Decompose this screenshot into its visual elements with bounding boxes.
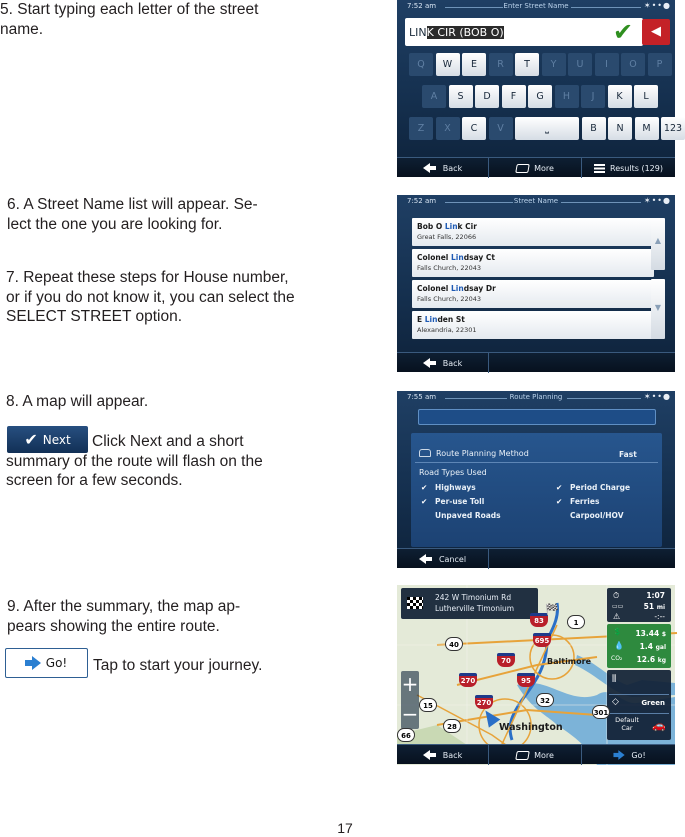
- chevron-up-icon: ▲: [654, 236, 662, 245]
- screen-route-planning: [397, 391, 675, 568]
- step-5-line: name.: [0, 20, 44, 38]
- checkered-flag-icon: [407, 597, 423, 609]
- list-item[interactable]: [412, 280, 654, 308]
- car-icon: [419, 449, 431, 457]
- road-type-label: Ferries: [570, 497, 600, 506]
- eco-info-panel[interactable]: [607, 624, 671, 668]
- back-label: Back: [442, 750, 463, 760]
- more-label: More: [534, 163, 554, 173]
- street-name-prefix: Colonel: [417, 253, 451, 262]
- zoom-out-button[interactable]: −: [401, 702, 419, 726]
- street-address: Great Falls, 22066: [417, 233, 477, 241]
- step-9-detail-line: Tap to start your journey.: [93, 657, 263, 674]
- highway-icon: ⫴: [612, 674, 617, 685]
- us-route-shield: 301: [592, 705, 610, 719]
- go-button-illustration: [5, 648, 88, 678]
- co2-label: CO₂: [611, 655, 623, 662]
- route-mode: Green: [641, 699, 665, 707]
- step-9-detail: [93, 656, 262, 676]
- more-icon: [515, 164, 530, 173]
- interstate-shield: 83: [530, 613, 548, 627]
- street-name-suffix: den St: [437, 315, 465, 324]
- cancel-label: Cancel: [438, 554, 467, 564]
- back-button[interactable]: [397, 745, 489, 765]
- back-label: Back: [442, 163, 463, 173]
- road-type-label: Unpaved Roads: [435, 511, 501, 520]
- route-summary-field[interactable]: [418, 409, 656, 425]
- key[interactable]: O: [621, 53, 645, 76]
- checkmark-icon: ✔: [556, 483, 563, 492]
- step-7-line: or if you do not know it, you can select the: [6, 288, 295, 306]
- key[interactable]: M: [635, 117, 659, 140]
- step-6-text: [7, 195, 258, 234]
- us-route-shield: 1: [567, 615, 585, 629]
- step-5-text: [0, 0, 258, 39]
- zoom-controls: [401, 671, 419, 729]
- status-icons: ✶••●: [643, 1, 671, 10]
- check-icon: ✔: [24, 430, 38, 449]
- key[interactable]: X: [436, 117, 460, 140]
- list-icon: [594, 164, 605, 173]
- status-bar: [397, 195, 675, 208]
- step-9-line: pears showing the entire route.: [7, 617, 220, 635]
- road-type-label: Highways: [435, 483, 476, 492]
- back-button[interactable]: [397, 353, 489, 373]
- eta-value: 1:07: [646, 591, 665, 600]
- co2-value: 12.6: [636, 655, 656, 664]
- next-label: Next: [42, 432, 71, 447]
- route-diamond-icon: ◇: [612, 697, 619, 707]
- key[interactable]: G: [528, 85, 552, 108]
- interstate-shield: 95: [517, 673, 535, 687]
- distance-unit: mi: [656, 604, 665, 611]
- street-address: Falls Church, 22043: [417, 295, 482, 303]
- route-method-row[interactable]: [419, 449, 529, 458]
- status-bar: [397, 391, 675, 404]
- back-arrow-icon: [423, 163, 430, 173]
- checkmark-icon: ✔: [421, 483, 428, 492]
- key[interactable]: D: [475, 85, 499, 108]
- go-button[interactable]: [582, 745, 675, 765]
- go-label: Go!: [631, 750, 646, 760]
- step-9-text: [7, 597, 240, 636]
- scroll-up-button[interactable]: [651, 218, 665, 270]
- back-button[interactable]: [397, 158, 489, 178]
- screen-title: Street Name: [513, 197, 559, 205]
- road-type-label: Period Charge: [570, 483, 631, 492]
- step-9-line: 9. After the summary, the map ap-: [7, 598, 241, 615]
- flag-marker-icon: 🏁: [545, 603, 559, 616]
- step-8-detail: [6, 432, 263, 491]
- results-button[interactable]: [582, 158, 675, 178]
- vehicle-line: Car: [621, 724, 633, 732]
- clock: 7:52 am: [407, 2, 437, 10]
- step-8-detail-line: screen for a few seconds.: [6, 472, 183, 489]
- step-8-detail-line: Click Next and a short: [92, 433, 244, 450]
- bottom-bar: [397, 157, 675, 177]
- street-name-match: Lin: [451, 253, 464, 262]
- destination-panel[interactable]: [401, 588, 538, 619]
- street-address: Falls Church, 22043: [417, 264, 482, 272]
- destination-address: 242 W Timonium Rd: [435, 593, 512, 602]
- key[interactable]: Z: [409, 117, 433, 140]
- us-route-shield: 40: [445, 637, 463, 651]
- status-icons: ✶••●: [643, 392, 671, 401]
- more-label: More: [534, 750, 554, 760]
- street-address: Alexandria, 22301: [417, 326, 477, 334]
- back-arrow-icon: [419, 554, 426, 564]
- page-number: 17: [337, 820, 353, 836]
- key[interactable]: A: [422, 85, 446, 108]
- interstate-shield: 270: [459, 673, 477, 687]
- results-label: Results (129): [610, 163, 663, 173]
- route-planning-panel[interactable]: [411, 433, 662, 547]
- distance-icon: ▭▭: [612, 603, 624, 610]
- money-icon: 💲: [613, 628, 622, 636]
- trip-info-panel[interactable]: [607, 588, 671, 622]
- us-route-shield: 28: [443, 719, 461, 733]
- step-7-text: [6, 268, 295, 327]
- car-icon: 🚗: [652, 719, 666, 732]
- key[interactable]: U: [568, 53, 592, 76]
- key[interactable]: J: [581, 85, 605, 108]
- key[interactable]: Y: [542, 53, 566, 76]
- arrow-right-icon: [619, 750, 625, 760]
- step-8-text: [6, 392, 148, 412]
- key[interactable]: T: [515, 53, 539, 76]
- warning-icon: ⚠: [613, 612, 621, 621]
- remaining-value: -:--: [654, 612, 665, 621]
- key[interactable]: ⎵: [515, 117, 579, 140]
- status-bar: [397, 0, 675, 13]
- step-8-detail-line: summary of the route will flash on the: [6, 452, 263, 470]
- step-6-line: lect the one you are looking for.: [7, 215, 223, 233]
- map-view[interactable]: [397, 585, 675, 765]
- city-label: Washington: [499, 722, 563, 733]
- key[interactable]: B: [582, 117, 606, 140]
- key[interactable]: P: [648, 53, 672, 76]
- confirm-check-icon[interactable]: ✔: [612, 18, 634, 46]
- co2-unit: kg: [657, 657, 666, 664]
- checkmark-icon: ✔: [556, 497, 563, 506]
- destination-city: Lutherville Timonium: [435, 604, 515, 613]
- street-name: [417, 253, 495, 262]
- bottom-bar: [397, 548, 675, 568]
- arrow-right-icon: [32, 656, 41, 670]
- bottom-bar: [397, 744, 675, 764]
- list-item[interactable]: [412, 311, 654, 339]
- interstate-shield: 70: [497, 653, 515, 667]
- key[interactable]: E: [462, 53, 486, 76]
- key[interactable]: F: [502, 85, 526, 108]
- screen-title: Enter Street Name: [503, 2, 569, 10]
- list-item[interactable]: [412, 249, 654, 277]
- street-name-match: Lin: [451, 284, 464, 293]
- street-name-suffix: dsay Ct: [463, 253, 495, 262]
- key[interactable]: Q: [409, 53, 433, 76]
- clock-icon: ⏱: [613, 591, 620, 600]
- road-type-option[interactable]: [556, 497, 599, 506]
- road-type-option[interactable]: [421, 511, 501, 520]
- street-name: [417, 284, 496, 293]
- key[interactable]: I: [595, 53, 619, 76]
- zoom-in-button[interactable]: +: [401, 672, 419, 696]
- street-name-suffix: dsay Dr: [463, 284, 496, 293]
- step-7-line: SELECT STREET option.: [6, 308, 183, 325]
- more-icon: [515, 751, 530, 760]
- key[interactable]: R: [489, 53, 513, 76]
- back-label: Back: [442, 358, 463, 368]
- clock: 7:52 am: [407, 197, 437, 205]
- road-type-option[interactable]: [556, 511, 624, 520]
- road-type-label: Per-use Toll: [435, 497, 485, 506]
- go-label: Go!: [45, 656, 68, 670]
- interstate-shield: 270: [475, 695, 493, 709]
- checkmark-icon: ✔: [421, 497, 428, 506]
- street-name-suffix: k Cir: [457, 222, 477, 231]
- us-route-shield: 66: [397, 728, 415, 742]
- road-types-label: Road Types Used: [419, 468, 487, 477]
- screen-route-map: [397, 585, 675, 764]
- step-8-line: 8. A map will appear.: [6, 393, 149, 410]
- street-name-match: Lin: [444, 222, 458, 231]
- cost-value: 13.44: [635, 629, 660, 638]
- city-label: Baltimore: [547, 657, 592, 666]
- key[interactable]: K: [608, 85, 632, 108]
- step-6-line: 6. A Street Name list will appear. Se-: [7, 196, 258, 213]
- us-route-shield: 15: [419, 698, 437, 712]
- key[interactable]: W: [436, 53, 460, 76]
- key[interactable]: C: [462, 117, 486, 140]
- backspace-icon[interactable]: ◀: [642, 19, 670, 45]
- route-options-panel[interactable]: [607, 670, 671, 740]
- us-route-shield: 32: [536, 693, 554, 707]
- street-name: [417, 315, 465, 324]
- status-icons: ✶••●: [643, 196, 671, 205]
- key[interactable]: H: [555, 85, 579, 108]
- bottom-bar: [397, 352, 675, 372]
- fuel-drop-icon: 💧: [614, 641, 624, 650]
- autocomplete-text: K CIR (BOB O): [426, 26, 504, 39]
- back-arrow-icon: [423, 750, 430, 760]
- more-button[interactable]: [489, 158, 582, 178]
- more-button[interactable]: [489, 745, 582, 765]
- fuel-value: 1.4: [639, 642, 653, 651]
- step-5-line: 5. Start typing each letter of the street: [0, 1, 259, 18]
- list-item[interactable]: [412, 218, 654, 246]
- key[interactable]: V: [489, 117, 513, 140]
- street-name-prefix: Colonel: [417, 284, 451, 293]
- step-7-line: 7. Repeat these steps for House number,: [6, 269, 289, 286]
- street-name: [417, 222, 477, 231]
- cost-unit: $: [661, 631, 666, 638]
- clock: 7:55 am: [407, 393, 437, 401]
- screen-enter-street-name: [397, 0, 683, 177]
- screen-street-name-list: [397, 195, 675, 372]
- interstate-shield: 695: [533, 633, 551, 647]
- vehicle-line: Default: [615, 716, 639, 724]
- street-name-match: Lin: [424, 315, 438, 324]
- distance-value: 51: [643, 602, 655, 611]
- cancel-button[interactable]: [397, 549, 489, 569]
- road-type-label: Carpool/HOV: [570, 511, 624, 520]
- chevron-down-icon: ▼: [654, 303, 662, 312]
- route-method-label: Route Planning Method: [436, 449, 529, 458]
- key[interactable]: 123: [661, 117, 685, 140]
- key[interactable]: L: [634, 85, 658, 108]
- road-type-option[interactable]: [421, 497, 484, 506]
- street-name-prefix: Bob O: [417, 222, 445, 231]
- typed-text: LIN: [409, 26, 427, 39]
- screen-title: Route Planning: [509, 393, 563, 401]
- key[interactable]: S: [449, 85, 473, 108]
- scroll-down-button[interactable]: [651, 279, 665, 339]
- route-method-value: Fast: [619, 450, 637, 459]
- key[interactable]: N: [608, 117, 632, 140]
- back-arrow-icon: [423, 358, 430, 368]
- road-type-option[interactable]: [421, 483, 476, 492]
- fuel-unit: gal: [655, 644, 666, 651]
- street-input[interactable]: [405, 18, 643, 46]
- street-name-prefix: E: [417, 315, 425, 324]
- road-type-option[interactable]: [556, 483, 630, 492]
